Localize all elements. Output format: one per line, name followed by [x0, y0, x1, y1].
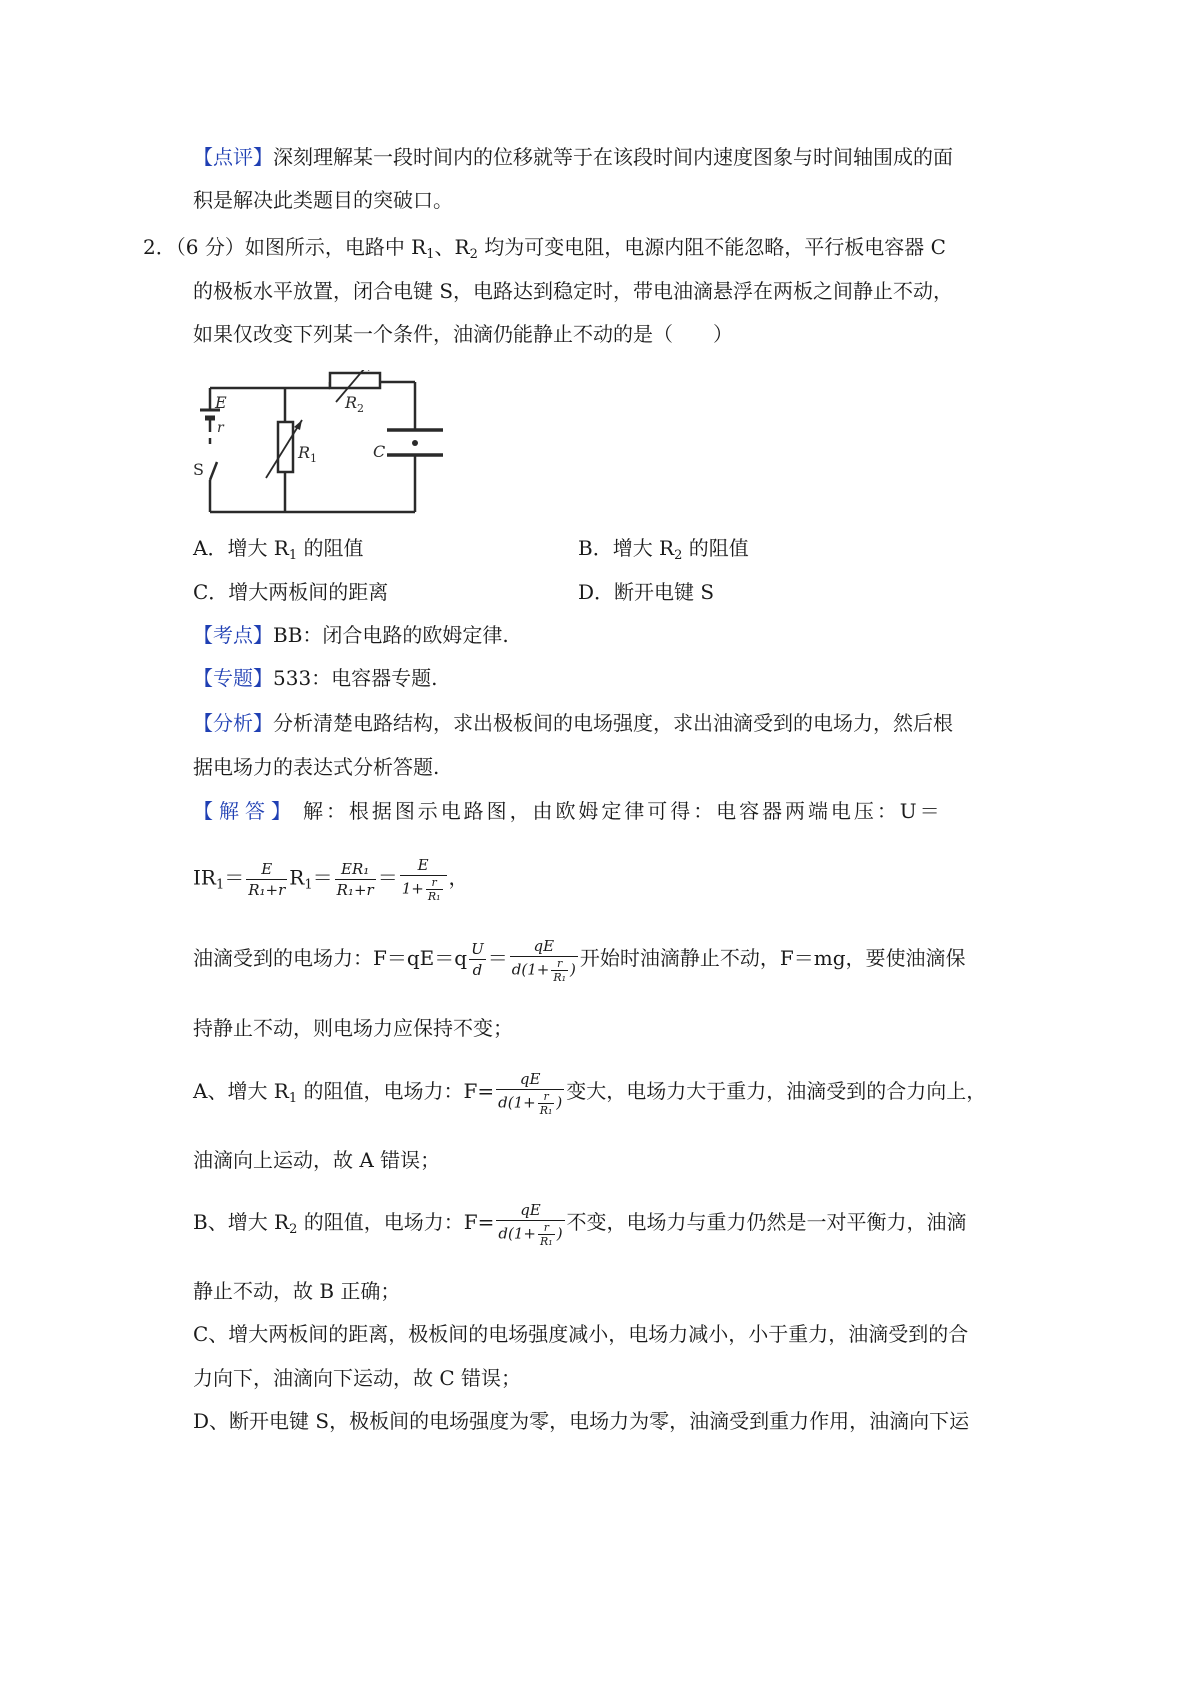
- frac-e-over-1r: E 1+ $\frac{r}{\text{R₁}}$: [400, 855, 447, 903]
- circuit-diagram: [190, 370, 470, 520]
- jieda-char: 姆: [578, 799, 599, 823]
- question-text-c: 均为可变电阻，电源内阻不能忽略，平行板电容器 C: [477, 235, 946, 259]
- jieda-char: 根: [348, 799, 369, 823]
- jieda-char: 图: [486, 799, 507, 823]
- jieda-char: 图: [394, 799, 415, 823]
- jieda-char: 示: [417, 799, 438, 823]
- analysis-c-line-1: C、增大两板间的距离，极板间的电场强度减小，电场力减小，小于重力，油滴受到的合: [193, 1322, 969, 1346]
- jieda-char: U: [899, 799, 917, 823]
- analysis-a-line-1: A、增大 $R_1$ 的阻值，电场力：F= qE d(1+ $\frac{r}{\text{R₁}}$ ) 变大，电场力大于重力，油滴受到的合力向上，: [193, 1069, 987, 1117]
- option-b: B．增大 $R_2$ 的阻值: [578, 536, 749, 563]
- analysis-a-line-2: 油滴向上运动，故 A 错误；: [193, 1148, 441, 1172]
- zhuanti-line: [193, 664, 438, 692]
- jieda-char: 容: [739, 799, 760, 823]
- jieda-char: 端: [807, 799, 828, 823]
- frac-a: qE d(1+ $\frac{r}{\text{R₁}}$ ): [498, 1069, 563, 1117]
- fenxi-tag: 【分析】: [193, 711, 273, 735]
- jieda-char: 据: [371, 799, 392, 823]
- jieda-char: ：: [876, 799, 897, 823]
- jieda-char: 得: [670, 799, 691, 823]
- question-text-a: （6 分）如图所示，电路中 R: [175, 235, 427, 259]
- jieda-char: 电: [440, 799, 461, 823]
- fenxi-line-1: [193, 709, 953, 737]
- jieda-char: 电: [716, 799, 737, 823]
- kaodian-text: BB：闭合电路的欧姆定律.: [273, 623, 509, 647]
- frac-u-over-d: $\frac{U}{d}$: [471, 940, 484, 979]
- jieda-char: 定: [601, 799, 622, 823]
- analysis-c-line-2: 力向下，油滴向下运动，故 C 错误；: [193, 1366, 522, 1390]
- jieda-char: 电: [830, 799, 851, 823]
- comment-tag: 【点评】: [193, 145, 273, 169]
- jieda-line-1: [193, 797, 940, 825]
- analysis-b-line-2: 静止不动，故 B 正确；: [193, 1279, 401, 1303]
- option-c: C．增大两板间的距离: [193, 580, 389, 604]
- kaodian-tag: 【考点】: [193, 623, 273, 647]
- jieda-char: ：: [693, 799, 714, 823]
- question-number: 2．: [143, 235, 176, 259]
- label-E: E: [215, 393, 227, 412]
- question-line-2: 的极板水平放置，闭合电键 S，电路达到稳定时，带电油滴悬浮在两板之间静止不动，: [193, 279, 954, 303]
- equation-ir1: $IR_1=$ $\frac{E}{\text{R₁+r}}$ $R_1=$ $\frac{\text{ER₁}}{\text{R₁+r}}$ ＝ E 1+ $\frac{r}{\text{R₁}}$ ，: [193, 856, 469, 903]
- jieda-char: ，: [509, 799, 530, 823]
- jieda-char: ：: [325, 799, 346, 823]
- analysis-d-line-1: D、断开电键 S，极板间的电场强度为零，电场力为零，油滴受到重力作用，油滴向下运: [193, 1409, 970, 1433]
- r1-sub: 1: [426, 247, 435, 262]
- frac-qe-over-d: qE d(1+ $\frac{r}{\text{R₁}}$ ): [511, 936, 576, 984]
- comment-line-1: [193, 143, 953, 171]
- force-line: 油滴受到的电场力：F＝qE＝q $\frac{U}{d}$ ＝ qE d(1+ $\frac{r}{\text{R₁}}$ ) 开始时油滴静止不动，F＝mg，要使油滴保: [193, 936, 966, 984]
- jieda-char: ＝: [919, 799, 940, 823]
- option-a: A．增大 $R_1$ 的阻值: [193, 536, 364, 563]
- frac-e-over-r1r: $\frac{E}{\text{R₁+r}}$: [248, 859, 286, 899]
- zhuanti-text: 533：电容器专题.: [273, 666, 438, 690]
- frac-b: qE d(1+ $\frac{r}{\text{R₁}}$ ): [498, 1200, 563, 1248]
- jieda-line-1-text: [303, 797, 940, 825]
- comment-text-1: 深刻理解某一段时间内的位移就等于在该段时间内速度图象与时间轴围成的面: [273, 145, 953, 169]
- question-line-3: 如果仅改变下列某一个条件，油滴仍能静止不动的是（ ）: [193, 322, 733, 346]
- question-line-1: [143, 233, 946, 262]
- frac-er1-over-r1r: $\frac{\text{ER₁}}{\text{R₁+r}}$: [336, 859, 374, 899]
- label-R2: $R_2$: [345, 393, 365, 415]
- zhuanti-tag: 【专题】: [193, 666, 273, 690]
- jieda-char: 欧: [555, 799, 576, 823]
- option-d: D．断开电键 S: [578, 580, 715, 604]
- kaodian-line: [193, 621, 509, 649]
- analysis-b-line-1: B、增大 $R_2$ 的阻值，电场力：F= qE d(1+ $\frac{r}{\text{R₁}}$ ) 不变，电场力与重力仍然是一对平衡力，油滴: [193, 1200, 967, 1248]
- label-r: r: [217, 420, 224, 436]
- comment-line-2: 积是解决此类题目的突破口。: [193, 188, 453, 212]
- jieda-char: 路: [463, 799, 484, 823]
- question-text-b: 、R: [434, 235, 470, 259]
- label-R1: $R_1$: [298, 443, 318, 465]
- jieda-tag: 【解答】: [193, 799, 297, 823]
- jieda-char: 律: [624, 799, 645, 823]
- keep-still-line: 持静止不动，则电场力应保持不变；: [193, 1016, 513, 1040]
- jieda-char: 压: [853, 799, 874, 823]
- fenxi-text-1: 分析清楚电路结构，求出极板间的电场强度，求出油滴受到的电场力，然后根: [273, 711, 953, 735]
- jieda-char: 可: [647, 799, 668, 823]
- label-C: C: [373, 442, 386, 461]
- jieda-char: 解: [303, 799, 323, 823]
- jieda-char: 两: [785, 799, 806, 823]
- fenxi-line-2: 据电场力的表达式分析答题.: [193, 755, 440, 779]
- r2-sub: 2: [469, 247, 478, 262]
- jieda-char: 器: [762, 799, 783, 823]
- label-S: S: [193, 460, 204, 479]
- jieda-char: 由: [532, 799, 553, 823]
